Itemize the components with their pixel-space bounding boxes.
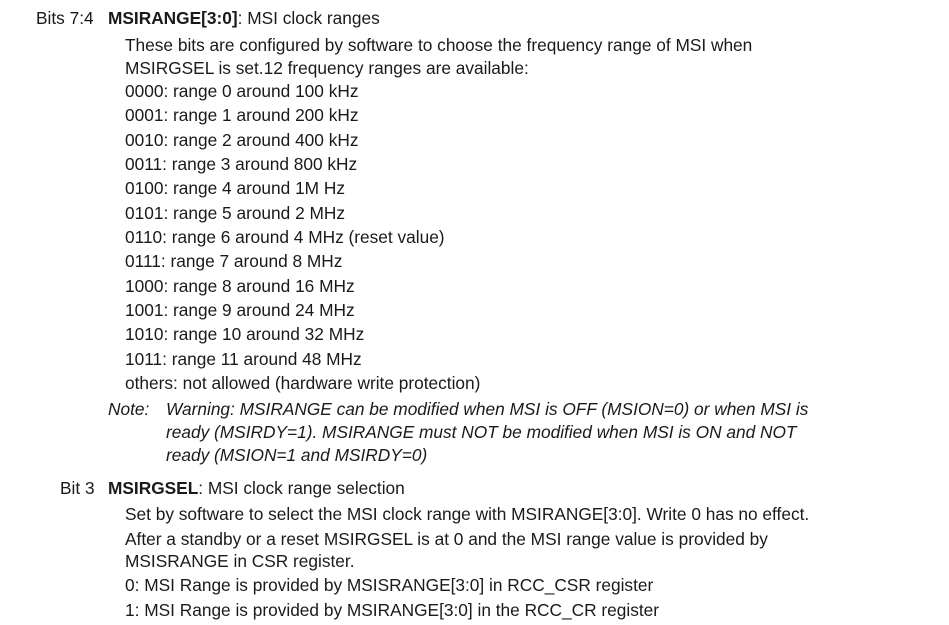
msirange-value-item: 1000: range 8 around 16 MHz	[125, 276, 355, 296]
msirange-value-item: 1011: range 11 around 48 MHz	[125, 349, 362, 369]
note-label: Note:	[108, 399, 150, 419]
msirange-value-item: 0100: range 4 around 1M Hz	[125, 178, 345, 198]
msirange-description-line: MSIRGSEL is set.12 frequency ranges are available:	[125, 58, 529, 78]
msirgsel-description-line: MSISRANGE in CSR register.	[125, 551, 355, 571]
msirgsel-value-item: 1: MSI Range is provided by MSIRANGE[3:0] in the RCC_CR register	[125, 600, 660, 620]
msirgsel-value-item: 0: MSI Range is provided by MSISRANGE[3:0] in RCC_CSR register	[125, 575, 654, 595]
msirange-value-item: 0010: range 2 around 400 kHz	[125, 130, 359, 150]
msirange-value-item: 0111: range 7 around 8 MHz	[125, 251, 343, 271]
note-warning-line: ready (MSIRDY=1). MSIRANGE must NOT be modified when MSI is ON and NOT	[166, 422, 797, 442]
note-warning-line: ready (MSION=1 and MSIRDY=0)	[166, 445, 428, 465]
msirange-value-item: 0011: range 3 around 800 kHz	[125, 154, 358, 174]
msirange-field-name: MSIRANGE[3:0]	[108, 8, 238, 28]
msirange-value-item: 0001: range 1 around 200 kHz	[125, 105, 359, 125]
msirange-value-item: 1010: range 10 around 32 MHz	[125, 324, 365, 344]
msirange-value-item: 0110: range 6 around 4 MHz (reset value)	[125, 227, 445, 247]
msirange-value-item: others: not allowed (hardware write protection)	[125, 373, 481, 393]
msirange-value-item: 0101: range 5 around 2 MHz	[125, 203, 345, 223]
msirgsel-field-heading	[108, 478, 405, 498]
msirange-value-item: 1001: range 9 around 24 MHz	[125, 300, 355, 320]
msirange-field-heading	[108, 8, 380, 28]
bit-3-label: Bit 3	[60, 478, 95, 498]
msirgsel-field-name: MSIRGSEL	[108, 478, 199, 498]
msirgsel-field-title: : MSI clock range selection	[198, 478, 405, 498]
note-warning-line: Warning: MSIRANGE can be modified when MSI is OFF (MSION=0) or when MSI is	[166, 399, 809, 419]
msirange-value-item: 0000: range 0 around 100 kHz	[125, 81, 359, 101]
msirange-field-title: : MSI clock ranges	[237, 8, 380, 28]
msirgsel-description-line: Set by software to select the MSI clock range with MSIRANGE[3:0]. Write 0 has no effect.	[125, 504, 810, 524]
msirange-description-line: These bits are configured by software to choose the frequency range of MSI when	[125, 35, 753, 55]
msirgsel-description-line: After a standby or a reset MSIRGSEL is at 0 and the MSI range value is provided by	[125, 529, 768, 549]
bits-7-4-label: Bits 7:4	[36, 8, 94, 28]
